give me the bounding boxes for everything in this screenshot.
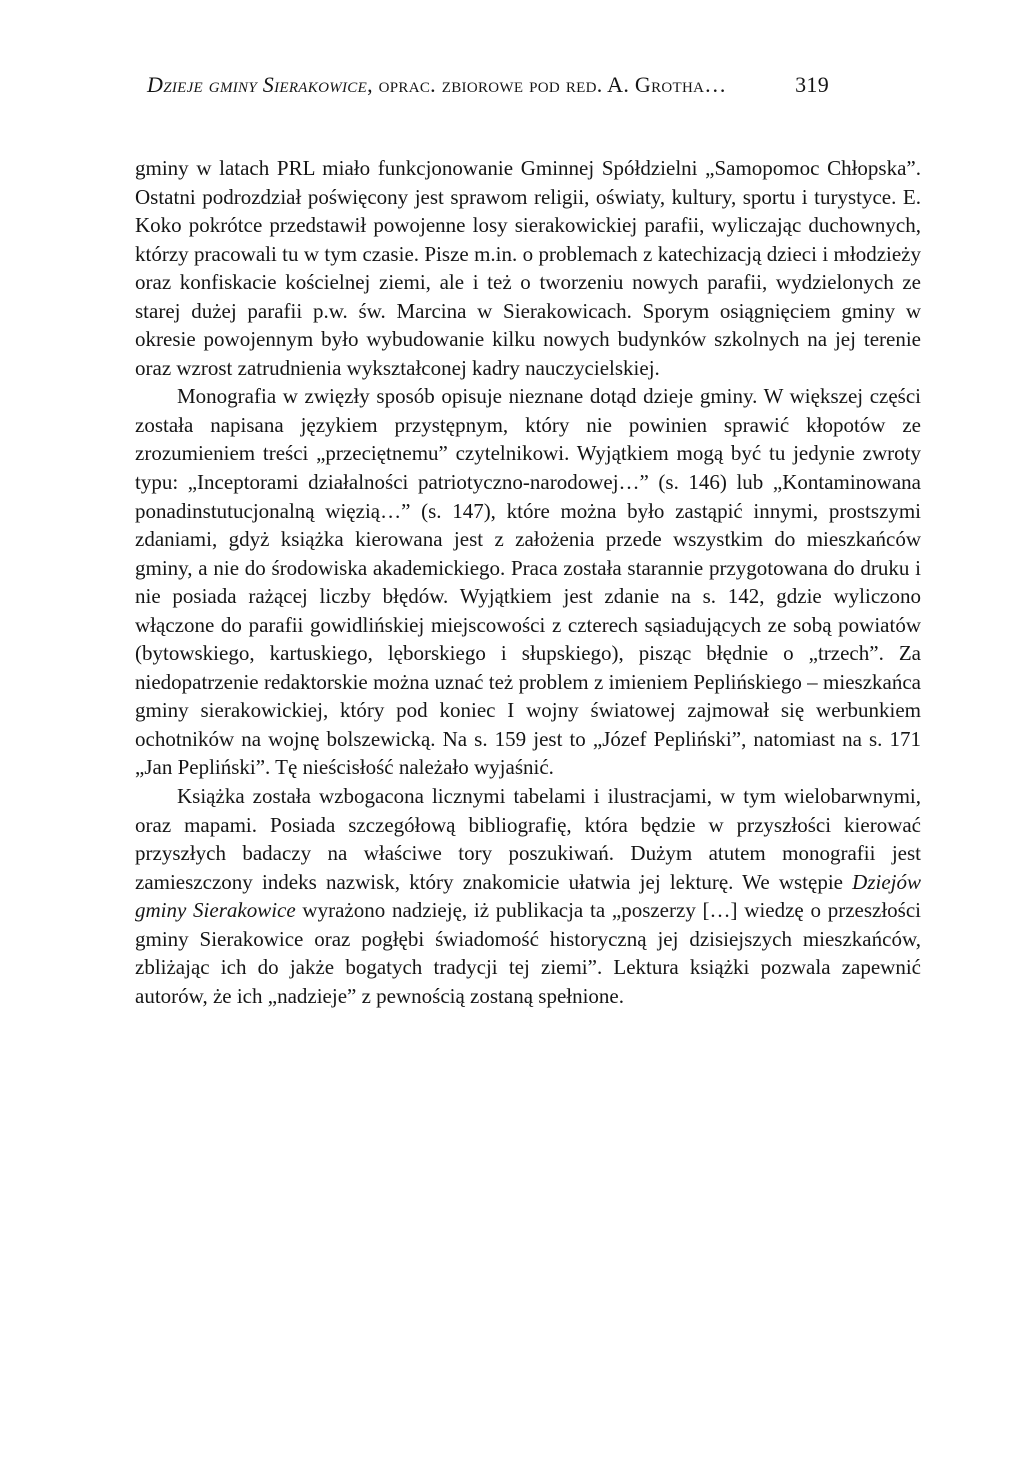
running-head-title-italic: Dzieje gminy Sierakowice xyxy=(147,72,368,97)
page-number: 319 xyxy=(795,72,829,97)
paragraph-3-text-before: Książka została wzbogacona licznymi tabelami i ilustracjami, w tym wielobarwnymi, oraz mapami. Posiada szczegółową bibliografię, która będzie w przyszłości kierować przyszłych badaczy na właściwe tory poszukiwań. Dużym atutem monografii jest zamieszczony indeks nazwisk, który znakomicie ułatwia jej lekturę. We wstępie xyxy=(135,784,921,894)
paragraph-1: gminy w latach PRL miało funkcjonowanie Gminnej Spółdzielni „Samopomoc Chłopska”. Ostatni podrozdział poświęcony jest sprawom religii, oświaty, kultury, sportu i turystyce. E. Koko pokrótce przedstawił powojenne losy sierakowickiej parafii, wyliczając duchownych, którzy pracowali tu w tym czasie. Pisze m.in. o problemach z katechizacją dzieci i młodzieży oraz konfiskacie kościelnej ziemi, ale i też o tworzeniu nowych parafii, wydzielonych ze starej dużej parafii p.w. św. Marcina w Sierakowicach. Sporym osiągnięciem gminy w okresie powojennym było wybudowanie kilku nowych budynków szkolnych na jej terenie oraz wzrost zatrudnienia wykształconej kadry nauczycielskiej. xyxy=(135,156,921,380)
running-head-title-plain: , oprac. zbiorowe pod red. A. Grotha… xyxy=(367,72,727,97)
paragraph-2: Monografia w zwięzły sposób opisuje nieznane dotąd dzieje gminy. W większej części została napisana językiem przystępnym, który nie powinien sprawić kłopotów ze zrozumieniem treści „przeciętnemu” czytelnikowi. Wyjątkiem mogą być tu jedynie zwroty typu: „Inceptorami działalności patriotyczno-narodowej…” (s. 146) lub „Kontaminowana ponadinstutucjonalną więzią…” (s. 147), które można było zastąpić innymi, prostszymi zdaniami, gdyż książka kierowana jest z założenia przede wszystkim do mieszkańców gminy, a nie do środowiska akademickiego. Praca została starannie przygotowana do druku i nie posiada rażącej liczby błędów. Wyjątkiem jest zdanie na s. 142, gdzie wyliczono włączone do parafii gowidlińskiej miejscowości z czterech sąsiadujących ze sobą powiatów (bytowskiego, kartuskiego, lęborskiego i słupskiego), pisząc błędnie o „trzech”. Za niedopatrzenie redaktorskie można uznać też problem z imieniem Peplińskiego – mieszkańca gminy sierakowickiej, który pod koniec I wojny światowej zajmował się werbunkiem ochotników na wojnę bolszewicką. Na s. 159 jest to „Józef Pepliński”, natomiast na s. 171 „Jan Pepliński”. Tę nieścisłość należało wyjaśnić. xyxy=(135,384,921,780)
page xyxy=(135,72,921,1010)
body-text xyxy=(135,154,921,1010)
running-head xyxy=(135,72,921,106)
running-head-title xyxy=(147,72,727,98)
paragraph-3-text-after: wyrażono nadzieję, iż publikacja ta „poszerzy […] wiedzę o przeszłości gminy Sierakowice oraz pogłębi świadomość historyczną jej dzisiejszych mieszkańców, zbliżając ich do jakże bogatych tradycji tej ziemi”. Lektura książki pozwala zapewnić autorów, że ich „nadzieje” z pewnością zostaną spełnione. xyxy=(135,898,921,1008)
paragraph-3 xyxy=(135,782,921,1010)
book-title-italic: Dziejów gminy Sierakowice xyxy=(135,869,921,923)
